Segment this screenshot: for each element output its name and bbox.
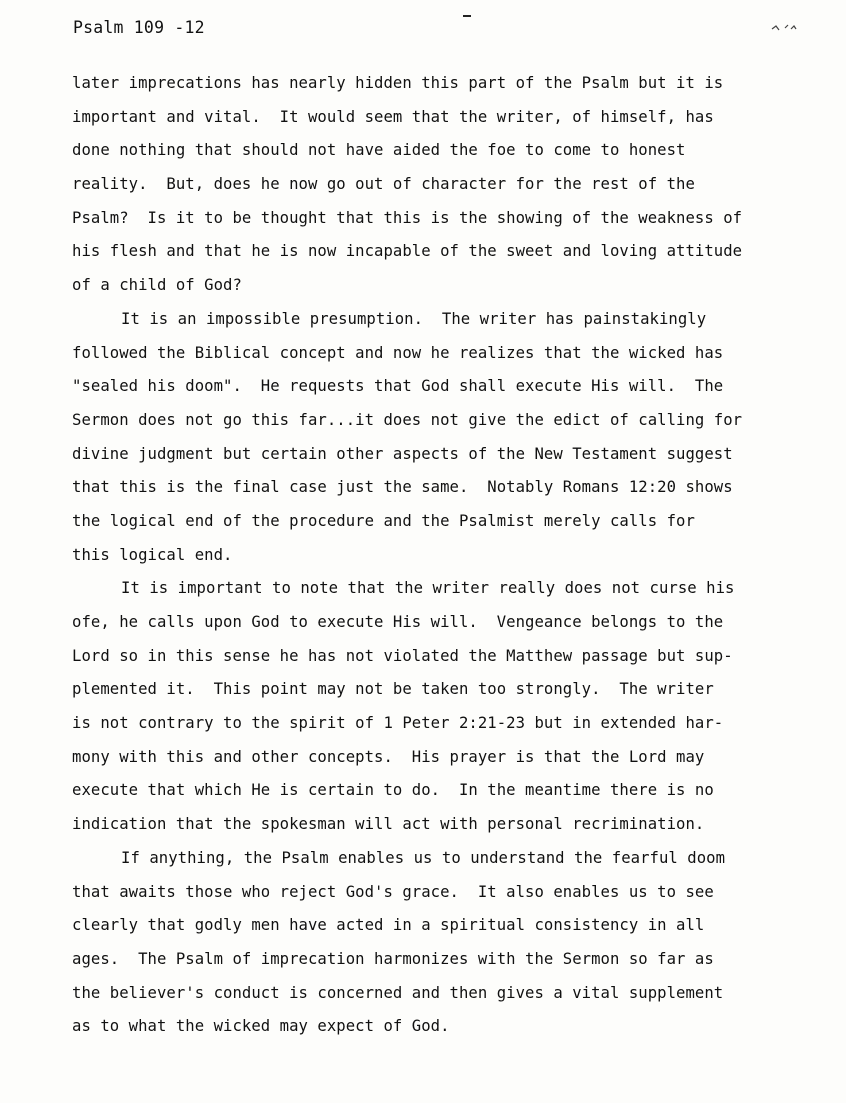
text-line: the logical end of the procedure and the Psalmist merely calls for: [72, 511, 695, 530]
text-line: this logical end.: [72, 545, 233, 564]
text-line: It is important to note that the writer really does not curse his: [121, 579, 735, 598]
text-line: later imprecations has nearly hidden this part of the Psalm but it is: [72, 74, 724, 92]
text-line: Lord so in this sense he has not violated the Matthew passage but sup-: [72, 646, 733, 665]
text-line: as to what the wicked may expect of God.: [72, 1017, 450, 1036]
text-line: done nothing that should not have aided the foe to come to honest: [72, 141, 686, 160]
text-line: indication that the spokesman will act with personal recrimination.: [72, 815, 705, 834]
text-line: is not contrary to the spirit of 1 Peter 2:21-23 but in extended har-: [72, 714, 724, 733]
text-line: It is an impossible presumption. The writer has painstakingly: [121, 309, 707, 328]
text-line: Psalm? Is it to be thought that this is the showing of the weakness of: [72, 208, 743, 227]
text-line: If anything, the Psalm enables us to understand the fearful doom: [121, 848, 726, 867]
text-line: mony with this and other concepts. His prayer is that the Lord may: [72, 747, 705, 766]
corner-scribble-mark: [770, 22, 798, 32]
text-line: followed the Biblical concept and now he realizes that the wicked has: [72, 343, 724, 362]
text-line: the believer's conduct is concerned and then gives a vital supplement: [72, 983, 724, 1002]
text-line: ages. The Psalm of imprecation harmonizes with the Sermon so far as: [72, 949, 714, 968]
text-line: ofe, he calls upon God to execute His will. Vengeance belongs to the: [72, 613, 724, 631]
text-line: "sealed his doom". He requests that God shall execute His will. The: [72, 377, 724, 396]
text-line: divine judgment but certain other aspects of the New Testament suggest: [72, 444, 733, 463]
ink-mark: [463, 15, 471, 17]
text-line: his flesh and that he is now incapable of the sweet and loving attitude: [72, 242, 743, 261]
page-header: Psalm 109 -12: [73, 18, 205, 37]
text-line: plemented it. This point may not be taken too strongly. The writer: [72, 680, 714, 699]
text-line: that this is the final case just the same. Notably Romans 12:20 shows: [72, 478, 733, 497]
text-line: clearly that godly men have acted in a spiritual consistency in all: [72, 916, 705, 935]
text-line: reality. But, does he now go out of character for the rest of the: [72, 175, 695, 194]
body-text: [72, 67, 812, 1044]
paragraph: [72, 67, 812, 303]
text-line: Sermon does not go this far...it does not give the edict of calling for: [72, 410, 743, 429]
text-line: execute that which He is certain to do. In the meantime there is no: [72, 781, 714, 800]
text-line: of a child of God?: [72, 276, 242, 295]
paragraph: [72, 572, 812, 842]
text-line: important and vital. It would seem that the writer, of himself, has: [72, 107, 714, 126]
paragraph: [72, 842, 812, 1044]
text-line: that awaits those who reject God's grace. It also enables us to see: [72, 882, 714, 901]
paragraph: [72, 303, 812, 573]
